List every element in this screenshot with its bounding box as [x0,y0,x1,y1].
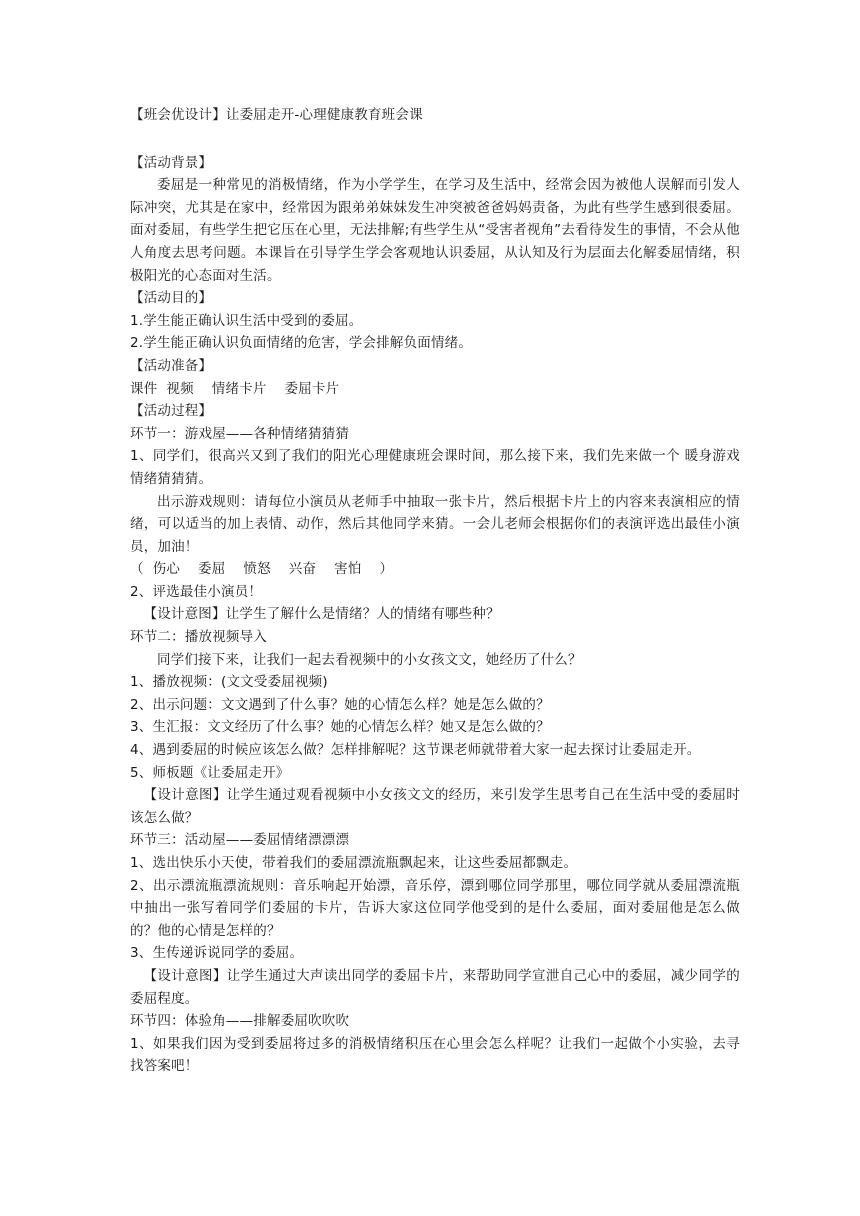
section2-item-1: 1、播放视频：(文文受委屈视频) [130,674,328,691]
section2-item-3: 3、生汇报：文文经历了什么事？她的心情怎么样？她又是怎么做的？ [130,719,550,736]
prep-heading: 【活动准备】 [130,357,213,374]
section3-item-3: 3、生传递诉说同学的委屈。 [130,945,304,962]
section2-intent: 【设计意图】让学生通过观看视频中小女孩文文的经历，来引发学生思考自己在生活中受的委屈时该怎么做？ [130,787,740,826]
section2-item-4: 4、遇到委屈的时候应该怎么做？怎样排解呢？这节课老师就带着大家一起去探讨让委屈走开。 [130,742,701,759]
section1-emotions: （ 伤心 委屈 愤怒 兴奋 害怕 ） [130,561,394,578]
section1-item-1: 1、同学们，很高兴又到了我们的阳光心理健康班会课时间，那么接下来，我们先来做一个 暖身游戏 情绪猜猜猜。 [130,448,740,487]
document-title: 【班会优设计】让委屈走开-心理健康教育班会课 [130,107,423,123]
goal-item-2: 2.学生能正确认识负面情绪的危害，学会排解负面情绪。 [130,335,473,352]
background-text: 委屈是一种常见的消极情绪，作为小学学生，在学习及生活中，经常会因为被他人误解而引发人际冲突，尤其是在家中，经常因为跟弟弟妹妹发生冲突被爸爸妈妈责备，为此有些学生感到很委屈。面对委屈，有些学生把它压在心里，无法排解;有些学生从“受害者视角”去看待发生的事情，不会从他人角度去思考问题。本课旨在引导学生学会客观地认识委屈，从认知及行为层面去化解委屈情绪，积极阳光的心态面对生活。 [130,177,740,284]
section1-rules: 出示游戏规则：请每位小演员从老师手中抽取一张卡片，然后根据卡片上的内容来表演相应的情绪，可以适当的加上表情、动作，然后其他同学来猜。一会儿老师会根据你们的表演评选出最佳小演员，加油！ [130,493,740,555]
section3-title: 环节三：活动屋——委屈情绪漂漂漂 [130,832,350,849]
document-body [130,104,740,1078]
process-heading: 【活动过程】 [130,403,213,420]
section2-item-5: 5、师板题《让委屈走开》 [130,764,290,781]
section3-item-1: 1、选出快乐小天使，带着我们的委屈漂流瓶飘起来，让这些委屈都飘走。 [130,855,578,871]
section2-title: 环节二：播放视频导入 [130,629,267,646]
section1-title: 环节一：游戏屋——各种情绪猜猜猜 [130,425,350,442]
spacer [130,127,740,152]
prep-text: 课件 视频 情绪卡片 委屈卡片 [130,380,340,397]
section1-intent: 【设计意图】让学生了解什么是情绪？人的情绪有哪些种？ [143,606,500,623]
section3-item-2: 2、出示漂流瓶漂流规则：音乐响起开始漂，音乐停，漂到哪位同学那里，哪位同学就从委屈漂流瓶中抽出一张写着同学们委屈的卡片，告诉大家这位同学他受到的是什么委屈，面对委屈他是怎么做的？他的心情是怎样的？ [130,877,740,939]
section4-title: 环节四：体验角——排解委屈吹吹吹 [130,1013,350,1030]
section4-item-1: 1、如果我们因为受到委屈将过多的消极情绪积压在心里会怎么样呢？让我们一起做个小实验，去寻找答案吧！ [130,1035,740,1075]
background-heading: 【活动背景】 [130,154,213,171]
goals-heading: 【活动目的】 [130,290,213,307]
section1-item-2: 2、评选最佳小演员！ [130,583,263,600]
section3-intent: 【设计意图】让学生通过大声读出同学的委屈卡片，来帮助同学宣泄自己心中的委屈，减少同学的委屈程度。 [130,967,740,1007]
section2-intro: 同学们接下来，让我们一起去看视频中的小女孩文文，她经历了什么？ [157,651,582,668]
section2-item-2: 2、出示问题：文文遇到了什么事？她的心情怎么样？她是怎么做的？ [130,696,550,713]
goal-item-1: 1.学生能正确认识生活中受到的委屈。 [130,312,363,329]
